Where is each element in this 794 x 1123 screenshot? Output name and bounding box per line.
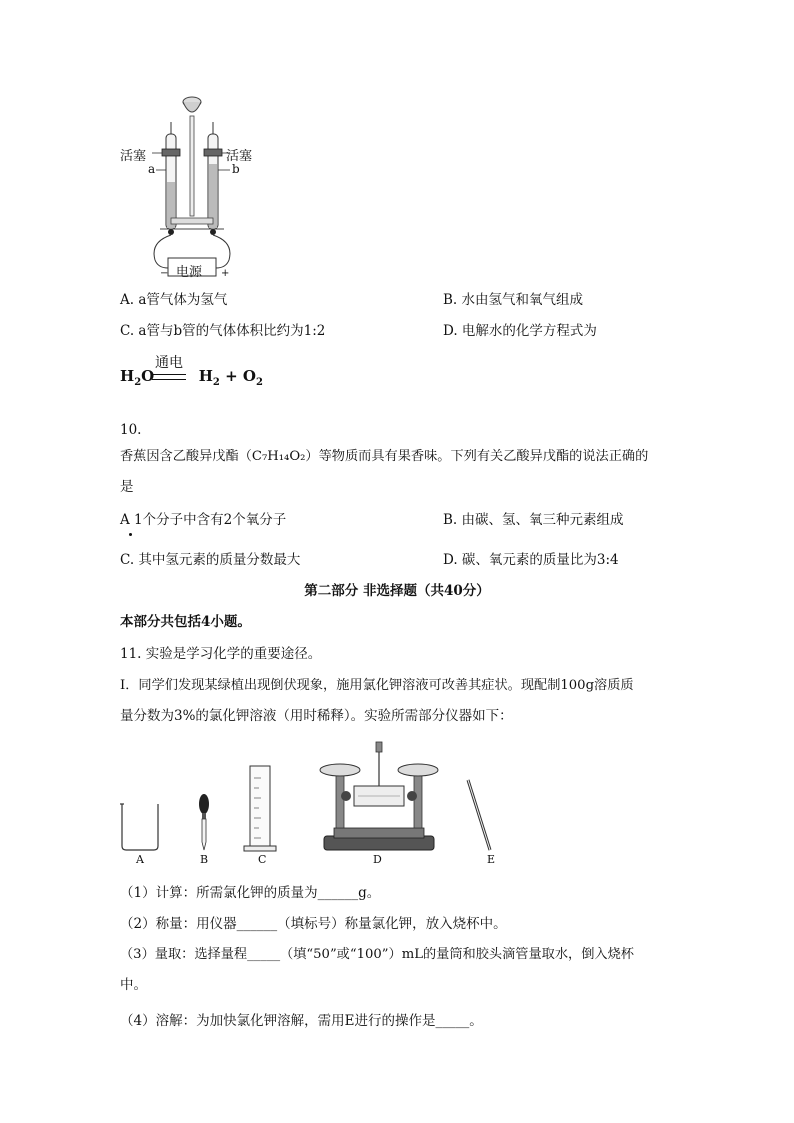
q9-option-b: B. 水由氢气和氧气组成: [443, 292, 584, 308]
emphasis-dot: [129, 533, 132, 536]
q10-option-a: A 1个分子中含有2个氧分子: [120, 512, 287, 528]
q11-sub4: （4）溶解：为加快氯化钾溶解，需用E进行的操作是_____。: [120, 1013, 483, 1029]
q10-option-d: D. 碳、氧元素的质量比为3:4: [443, 552, 619, 568]
water-electrolysis-equation: [120, 367, 263, 388]
q11-title: 11. 实验是学习化学的重要途径。: [120, 646, 322, 662]
label-tube-b: b: [232, 162, 240, 176]
q11-sub2: （2）称量：用仪器______（填标号）称量氯化钾，放入烧杯中。: [120, 916, 507, 932]
lab-instruments-figure: [118, 738, 498, 858]
label-stopcock-left: 活塞: [120, 149, 147, 164]
beaker-icon: [120, 804, 158, 850]
q10-stem-line2: 是: [120, 479, 134, 495]
q11-sub3-line1: （3）量取：选择量程_____（填“50”或“100”）mL的量筒和胶头滴管量取水，倒入烧杯: [120, 947, 634, 962]
label-minus: −: [160, 268, 169, 279]
glass-rod-icon: [468, 780, 490, 850]
part2-note: 本部分共包括4小题。: [120, 614, 251, 630]
eq-lhs-sub: 2: [134, 377, 142, 388]
instrument-label-b: B: [200, 853, 209, 866]
q9-option-a: A. a管气体为氢气: [120, 292, 228, 308]
q11-intro-line2: 量分数为3%的氯化钾溶液（用时稀释）。实验所需部分仪器如下：: [120, 708, 513, 724]
q11-sub1: （1）计算：所需氯化钾的质量为______g。: [120, 885, 381, 901]
eq-lhs: H: [120, 367, 135, 385]
label-tube-a: a: [148, 162, 156, 176]
graduated-cylinder-icon: [244, 766, 276, 851]
q9-option-c: C. a管与b管的气体体积比约为1:2: [120, 323, 326, 339]
instrument-label-a: A: [136, 853, 144, 866]
label-power-source: 电源: [176, 265, 203, 280]
q9-option-d: D. 电解水的化学方程式为: [443, 323, 597, 339]
eq-rhs1: H: [198, 367, 213, 385]
eq-rhs2: O: [242, 367, 256, 385]
dropper-icon: [199, 794, 209, 850]
label-plus: +: [221, 268, 230, 279]
q11-sub3-line2: 中。: [120, 977, 147, 993]
eq-rhs2-sub: 2: [255, 377, 263, 388]
q10-number: 10.: [120, 422, 142, 438]
equation-condition: 通电: [155, 355, 183, 371]
q10-stem-line1: 香蕉因含乙酸异戊酯（C₇H₁₄O₂）等物质而具有果香味。下列有关乙酸异戊酯的说法正确的: [120, 449, 649, 464]
q10-option-b: B. 由碳、氢、氧三种元素组成: [443, 512, 624, 528]
instrument-label-e: E: [487, 853, 496, 866]
instrument-label-c: C: [258, 853, 267, 866]
electrolysis-apparatus-figure: [110, 92, 270, 284]
eq-rhs1-sub: 2: [212, 377, 220, 388]
balance-scale-icon: [320, 742, 438, 850]
eq-lhs-tail: O: [141, 367, 155, 385]
label-stopcock-right: 活塞: [226, 149, 253, 164]
q11-intro-line1: Ⅰ．同学们发现某绿植出现倒伏现象，施用氯化钾溶液可改善其症状。现配制100g溶质质: [120, 678, 634, 693]
eq-plus: +: [225, 367, 238, 385]
instrument-label-d: D: [373, 853, 382, 866]
q10-option-c: C. 其中氢元素的质量分数最大: [120, 552, 301, 568]
part2-heading: 第二部分 非选择题（共40分）: [304, 583, 490, 599]
